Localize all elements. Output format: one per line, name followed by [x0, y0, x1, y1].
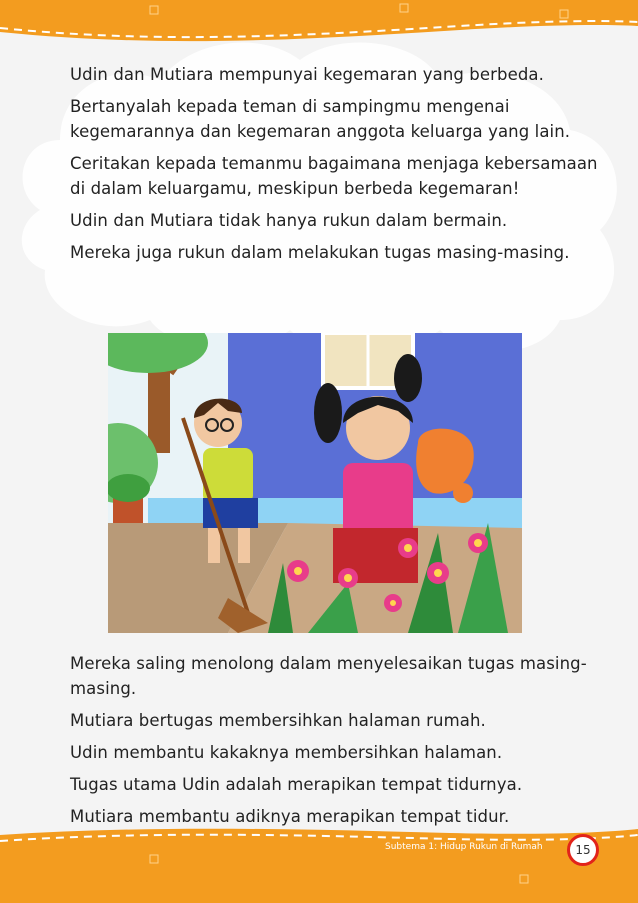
paragraph: Mutiara membantu adiknya merapikan tempat tidur. — [70, 807, 510, 826]
top-text-block — [70, 62, 600, 272]
bottom-orange-band — [0, 815, 638, 903]
page-number: 15 — [567, 834, 599, 866]
paragraph: Mereka saling menolong dalam menyelesaikan tugas masing-masing. — [70, 654, 587, 698]
footer-subtheme: Subtema 1: Hidup Rukun di Rumah — [385, 842, 543, 852]
paragraph: Mutiara bertugas membersihkan halaman rumah. — [70, 711, 486, 730]
paragraph: Udin dan Mutiara mempunyai kegemaran yang berbeda. — [70, 65, 544, 84]
paragraph: Mereka juga rukun dalam melakukan tugas masing-masing. — [70, 243, 570, 262]
paragraph: Ceritakan kepada temanmu bagaimana menjaga kebersamaan di dalam keluargamu, meskipun berbeda kegemaran! — [70, 154, 598, 198]
paragraph: Udin dan Mutiara tidak hanya rukun dalam bermain. — [70, 211, 508, 230]
bottom-text-block — [70, 651, 600, 836]
paragraph: Tugas utama Udin adalah merapikan tempat tidurnya. — [70, 775, 523, 794]
paragraph: Bertanyalah kepada teman di sampingmu mengenai kegemarannya dan kegemaran anggota keluarga yang lain. — [70, 97, 571, 141]
illustration-children-cleaning — [108, 333, 522, 633]
paragraph: Udin membantu kakaknya membersihkan halaman. — [70, 743, 503, 762]
